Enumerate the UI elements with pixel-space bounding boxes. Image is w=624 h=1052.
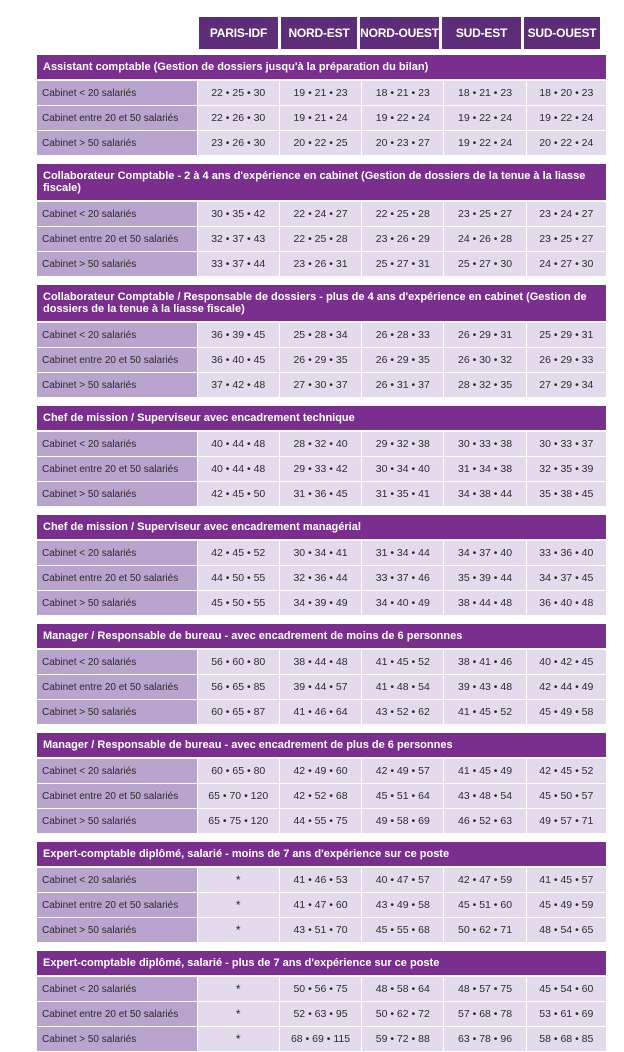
salary-cell: 19 • 22 • 24	[361, 106, 443, 130]
salary-cell: 60 • 65 • 80	[197, 759, 279, 783]
company-size-label: Cabinet > 50 salariés	[37, 373, 197, 397]
salary-cell: 59 • 72 • 88	[361, 1027, 443, 1051]
company-size-label: Cabinet > 50 salariés	[37, 809, 197, 833]
salary-cell: 45 • 49 • 58	[526, 700, 606, 724]
region-header-sud-est: SUD-EST	[442, 17, 521, 49]
region-header-row	[199, 17, 606, 49]
salary-cell: 42 • 44 • 49	[526, 675, 606, 699]
salary-cell: 65 • 75 • 120	[197, 809, 279, 833]
salary-cell: 42 • 45 • 50	[197, 482, 279, 506]
table-row	[37, 759, 606, 784]
salary-cell: 45 • 54 • 60	[526, 977, 606, 1001]
job-section	[37, 55, 606, 156]
salary-cell: 27 • 30 • 37	[279, 373, 361, 397]
region-header-nord-est: NORD-EST	[281, 17, 357, 49]
salary-cell: 36 • 40 • 45	[197, 348, 279, 372]
salary-cell: 22 • 24 • 27	[279, 202, 361, 226]
company-size-label: Cabinet > 50 salariés	[37, 1027, 197, 1051]
job-section	[37, 515, 606, 616]
salary-cell: 26 • 31 • 37	[361, 373, 443, 397]
salary-cell: 26 • 28 • 33	[361, 323, 443, 347]
salary-cell: 56 • 65 • 85	[197, 675, 279, 699]
table-row	[37, 81, 606, 106]
salary-cell: 34 • 37 • 40	[443, 541, 525, 565]
job-title: Manager / Responsable de bureau - avec encadrement de plus de 6 personnes	[37, 733, 606, 759]
job-section	[37, 951, 606, 1052]
company-size-label: Cabinet < 20 salariés	[37, 432, 197, 456]
company-size-label: Cabinet < 20 salariés	[37, 202, 197, 226]
table-row	[37, 131, 606, 156]
job-title: Chef de mission / Superviseur avec encadrement managérial	[37, 515, 606, 541]
salary-cell: 50 • 62 • 72	[361, 1002, 443, 1026]
table-body	[37, 55, 606, 1052]
table-row	[37, 977, 606, 1002]
company-size-label: Cabinet < 20 salariés	[37, 650, 197, 674]
table-row	[37, 1027, 606, 1052]
job-title: Chef de mission / Superviseur avec encadrement technique	[37, 406, 606, 432]
salary-cell: 65 • 70 • 120	[197, 784, 279, 808]
table-row	[37, 1002, 606, 1027]
salary-cell: 32 • 36 • 44	[279, 566, 361, 590]
salary-cell: 35 • 38 • 45	[526, 482, 606, 506]
job-section	[37, 733, 606, 834]
company-size-label: Cabinet entre 20 et 50 salariés	[37, 227, 197, 251]
salary-cell: 23 • 25 • 27	[526, 227, 606, 251]
salary-cell: 45 • 51 • 64	[361, 784, 443, 808]
salary-cell: 48 • 54 • 65	[526, 918, 606, 942]
salary-cell: 48 • 58 • 64	[361, 977, 443, 1001]
salary-cell: 45 • 55 • 68	[361, 918, 443, 942]
table-row	[37, 809, 606, 834]
company-size-label: Cabinet entre 20 et 50 salariés	[37, 784, 197, 808]
salary-cell: 26 • 29 • 35	[279, 348, 361, 372]
salary-cell: 33 • 36 • 40	[526, 541, 606, 565]
salary-cell: 22 • 25 • 28	[279, 227, 361, 251]
salary-cell: 25 • 27 • 30	[443, 252, 525, 276]
salary-cell: 23 • 26 • 30	[197, 131, 279, 155]
salary-cell: 33 • 37 • 46	[361, 566, 443, 590]
company-size-label: Cabinet > 50 salariés	[37, 482, 197, 506]
salary-cell: 19 • 22 • 24	[526, 106, 606, 130]
salary-cell: 41 • 45 • 57	[526, 868, 606, 892]
salary-cell: 34 • 40 • 49	[361, 591, 443, 615]
table-row	[37, 591, 606, 616]
table-row	[37, 784, 606, 809]
company-size-label: Cabinet < 20 salariés	[37, 759, 197, 783]
salary-cell: 52 • 63 • 95	[279, 1002, 361, 1026]
table-row	[37, 482, 606, 507]
region-header-nord-ouest: NORD-OUEST	[360, 17, 439, 49]
salary-cell: 40 • 44 • 48	[197, 432, 279, 456]
company-size-label: Cabinet entre 20 et 50 salariés	[37, 1002, 197, 1026]
salary-cell: 31 • 34 • 38	[443, 457, 525, 481]
salary-cell: 22 • 25 • 28	[361, 202, 443, 226]
table-row	[37, 566, 606, 591]
salary-cell: 20 • 22 • 24	[526, 131, 606, 155]
salary-cell: 28 • 32 • 35	[443, 373, 525, 397]
salary-cell: 43 • 48 • 54	[443, 784, 525, 808]
salary-cell: 53 • 61 • 69	[526, 1002, 606, 1026]
table-row	[37, 457, 606, 482]
salary-cell: *	[197, 893, 279, 917]
company-size-label: Cabinet entre 20 et 50 salariés	[37, 457, 197, 481]
salary-cell: 19 • 21 • 23	[279, 81, 361, 105]
salary-cell: 19 • 22 • 24	[443, 106, 525, 130]
salary-cell: 48 • 57 • 75	[443, 977, 525, 1001]
salary-cell: 49 • 57 • 71	[526, 809, 606, 833]
company-size-label: Cabinet < 20 salariés	[37, 977, 197, 1001]
salary-cell: 40 • 47 • 57	[361, 868, 443, 892]
salary-cell: 42 • 45 • 52	[197, 541, 279, 565]
salary-cell: 41 • 46 • 64	[279, 700, 361, 724]
salary-cell: 38 • 44 • 48	[279, 650, 361, 674]
salary-cell: 34 • 39 • 49	[279, 591, 361, 615]
salary-cell: 25 • 27 • 31	[361, 252, 443, 276]
salary-cell: 45 • 49 • 59	[526, 893, 606, 917]
job-section	[37, 285, 606, 398]
salary-cell: 32 • 37 • 43	[197, 227, 279, 251]
salary-cell: 29 • 33 • 42	[279, 457, 361, 481]
salary-cell: 41 • 45 • 52	[361, 650, 443, 674]
salary-cell: 42 • 45 • 52	[526, 759, 606, 783]
salary-cell: 39 • 44 • 57	[279, 675, 361, 699]
table-row	[37, 893, 606, 918]
salary-cell: 29 • 32 • 38	[361, 432, 443, 456]
salary-cell: 43 • 51 • 70	[279, 918, 361, 942]
table-row	[37, 348, 606, 373]
job-title: Collaborateur Comptable - 2 à 4 ans d'expérience en cabinet (Gestion de dossiers de la tenue à la liasse fiscale)	[37, 164, 606, 202]
salary-cell: 33 • 37 • 44	[197, 252, 279, 276]
salary-cell: 24 • 27 • 30	[526, 252, 606, 276]
company-size-label: Cabinet < 20 salariés	[37, 81, 197, 105]
salary-cell: 41 • 47 • 60	[279, 893, 361, 917]
salary-cell: 41 • 48 • 54	[361, 675, 443, 699]
job-section	[37, 164, 606, 277]
salary-cell: 31 • 34 • 44	[361, 541, 443, 565]
table-row	[37, 700, 606, 725]
company-size-label: Cabinet > 50 salariés	[37, 591, 197, 615]
company-size-label: Cabinet > 50 salariés	[37, 700, 197, 724]
job-title: Expert-comptable diplômé, salarié - moins de 7 ans d'expérience sur ce poste	[37, 842, 606, 868]
region-header-paris-idf: PARIS-IDF	[199, 17, 278, 49]
company-size-label: Cabinet < 20 salariés	[37, 541, 197, 565]
salary-cell: 28 • 32 • 40	[279, 432, 361, 456]
company-size-label: Cabinet < 20 salariés	[37, 323, 197, 347]
company-size-label: Cabinet > 50 salariés	[37, 252, 197, 276]
company-size-label: Cabinet > 50 salariés	[37, 918, 197, 942]
salary-cell: 25 • 28 • 34	[279, 323, 361, 347]
salary-cell: 36 • 39 • 45	[197, 323, 279, 347]
salary-cell: 23 • 24 • 27	[526, 202, 606, 226]
salary-cell: 45 • 51 • 60	[443, 893, 525, 917]
salary-cell: 20 • 23 • 27	[361, 131, 443, 155]
salary-cell: 38 • 41 • 46	[443, 650, 525, 674]
table-row	[37, 432, 606, 457]
salary-cell: 30 • 35 • 42	[197, 202, 279, 226]
salary-cell: 40 • 44 • 48	[197, 457, 279, 481]
table-row	[37, 106, 606, 131]
company-size-label: Cabinet entre 20 et 50 salariés	[37, 893, 197, 917]
salary-cell: 45 • 50 • 55	[197, 591, 279, 615]
salary-cell: 42 • 49 • 57	[361, 759, 443, 783]
company-size-label: Cabinet entre 20 et 50 salariés	[37, 566, 197, 590]
salary-cell: 31 • 35 • 41	[361, 482, 443, 506]
company-size-label: Cabinet entre 20 et 50 salariés	[37, 106, 197, 130]
salary-cell: 46 • 52 • 63	[443, 809, 525, 833]
salary-cell: 57 • 68 • 78	[443, 1002, 525, 1026]
salary-cell: 56 • 60 • 80	[197, 650, 279, 674]
salary-cell: 22 • 25 • 30	[197, 81, 279, 105]
salary-cell: 31 • 36 • 45	[279, 482, 361, 506]
salary-cell: 34 • 37 • 45	[526, 566, 606, 590]
salary-cell: 45 • 50 • 57	[526, 784, 606, 808]
salary-cell: 50 • 56 • 75	[279, 977, 361, 1001]
salary-cell: 30 • 34 • 40	[361, 457, 443, 481]
table-row	[37, 252, 606, 277]
company-size-label: Cabinet entre 20 et 50 salariés	[37, 348, 197, 372]
table-row	[37, 373, 606, 398]
salary-cell: 34 • 38 • 44	[443, 482, 525, 506]
salary-cell: 40 • 42 • 45	[526, 650, 606, 674]
salary-cell: 44 • 50 • 55	[197, 566, 279, 590]
salary-cell: 42 • 47 • 59	[443, 868, 525, 892]
table-row	[37, 323, 606, 348]
salary-cell: 19 • 21 • 24	[279, 106, 361, 130]
job-title: Collaborateur Comptable / Responsable de dossiers - plus de 4 ans d'expérience en cabinet (Gestion de dossiers de la tenue à la liasse fiscale)	[37, 285, 606, 323]
job-section	[37, 842, 606, 943]
salary-cell: 20 • 22 • 25	[279, 131, 361, 155]
salary-cell: 18 • 21 • 23	[361, 81, 443, 105]
salary-cell: 38 • 44 • 48	[443, 591, 525, 615]
table-row	[37, 868, 606, 893]
salary-cell: 43 • 52 • 62	[361, 700, 443, 724]
salary-cell: *	[197, 1027, 279, 1051]
table-row	[37, 202, 606, 227]
salary-cell: 30 • 34 • 41	[279, 541, 361, 565]
salary-cell: 18 • 21 • 23	[443, 81, 525, 105]
table-row	[37, 675, 606, 700]
salary-cell: 19 • 22 • 24	[443, 131, 525, 155]
salary-cell: 26 • 29 • 31	[443, 323, 525, 347]
salary-cell: 36 • 40 • 48	[526, 591, 606, 615]
salary-cell: *	[197, 1002, 279, 1026]
salary-cell: 30 • 33 • 38	[443, 432, 525, 456]
table-row	[37, 918, 606, 943]
salary-cell: 43 • 49 • 58	[361, 893, 443, 917]
salary-cell: 58 • 68 • 85	[526, 1027, 606, 1051]
table-row	[37, 541, 606, 566]
salary-cell: 23 • 26 • 29	[361, 227, 443, 251]
salary-cell: 26 • 30 • 32	[443, 348, 525, 372]
salary-cell: *	[197, 918, 279, 942]
salary-cell: 41 • 46 • 53	[279, 868, 361, 892]
salary-cell: 42 • 52 • 68	[279, 784, 361, 808]
salary-cell: 68 • 69 • 115	[279, 1027, 361, 1051]
salary-cell: 41 • 45 • 49	[443, 759, 525, 783]
company-size-label: Cabinet < 20 salariés	[37, 868, 197, 892]
salary-cell: 63 • 78 • 96	[443, 1027, 525, 1051]
table-row	[37, 227, 606, 252]
company-size-label: Cabinet entre 20 et 50 salariés	[37, 675, 197, 699]
salary-cell: 41 • 45 • 52	[443, 700, 525, 724]
salary-cell: 37 • 42 • 48	[197, 373, 279, 397]
job-title: Assistant comptable (Gestion de dossiers jusqu'à la préparation du bilan)	[37, 55, 606, 81]
salary-cell: 42 • 49 • 60	[279, 759, 361, 783]
salary-cell: 22 • 26 • 30	[197, 106, 279, 130]
salary-cell: 50 • 62 • 71	[443, 918, 525, 942]
salary-cell: *	[197, 977, 279, 1001]
company-size-label: Cabinet > 50 salariés	[37, 131, 197, 155]
salary-cell: 32 • 35 • 39	[526, 457, 606, 481]
salary-cell: 30 • 33 • 37	[526, 432, 606, 456]
salary-cell: 23 • 25 • 27	[443, 202, 525, 226]
salary-cell: 25 • 29 • 31	[526, 323, 606, 347]
job-title: Expert-comptable diplômé, salarié - plus de 7 ans d'expérience sur ce poste	[37, 951, 606, 977]
salary-cell: 27 • 29 • 34	[526, 373, 606, 397]
salary-cell: 24 • 26 • 28	[443, 227, 525, 251]
job-title: Manager / Responsable de bureau - avec encadrement de moins de 6 personnes	[37, 624, 606, 650]
salary-cell: 18 • 20 • 23	[526, 81, 606, 105]
salary-cell: *	[197, 868, 279, 892]
salary-cell: 39 • 43 • 48	[443, 675, 525, 699]
salary-cell: 26 • 29 • 35	[361, 348, 443, 372]
job-section	[37, 624, 606, 725]
salary-cell: 44 • 55 • 75	[279, 809, 361, 833]
salary-cell: 23 • 26 • 31	[279, 252, 361, 276]
salary-cell: 35 • 39 • 44	[443, 566, 525, 590]
salary-cell: 60 • 65 • 87	[197, 700, 279, 724]
table-row	[37, 650, 606, 675]
salary-cell: 26 • 29 • 33	[526, 348, 606, 372]
job-section	[37, 406, 606, 507]
region-header-sud-ouest: SUD-OUEST	[524, 17, 600, 49]
salary-table	[37, 17, 606, 1052]
salary-cell: 49 • 58 • 69	[361, 809, 443, 833]
